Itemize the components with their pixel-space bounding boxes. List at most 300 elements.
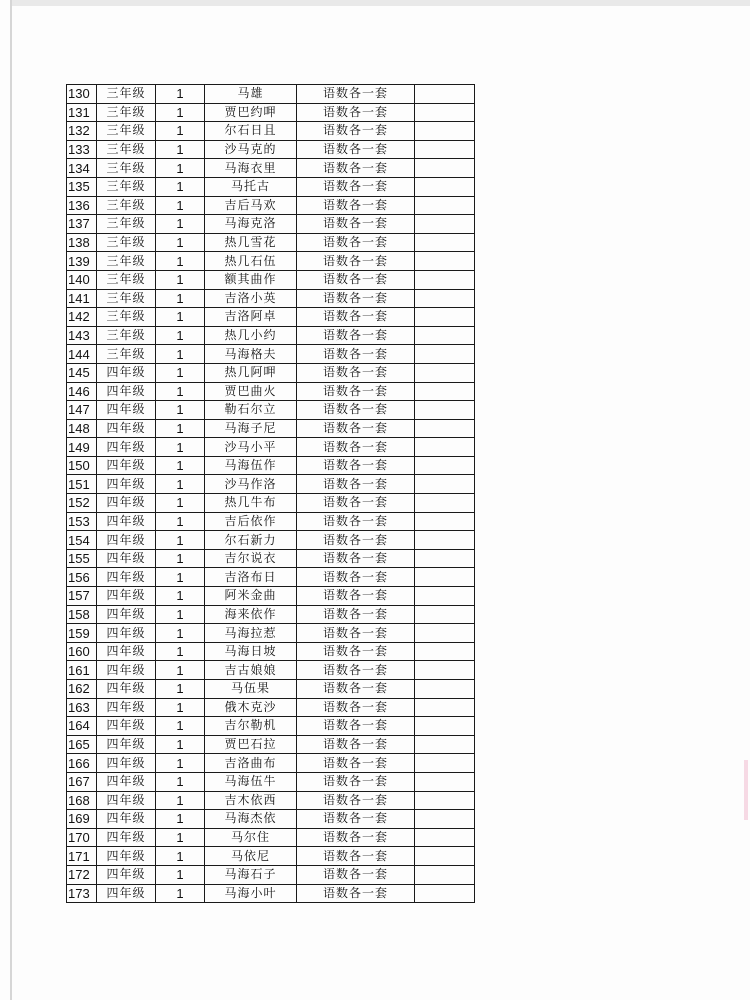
quantity-cell: 1	[156, 698, 205, 717]
item-cell: 语数各一套	[297, 308, 415, 327]
table-row	[67, 810, 475, 829]
table-row	[67, 568, 475, 587]
grade-cell: 三年级	[97, 103, 156, 122]
grade-cell: 三年级	[97, 140, 156, 159]
note-cell	[415, 810, 475, 829]
grade-cell: 四年级	[97, 754, 156, 773]
item-cell: 语数各一套	[297, 438, 415, 457]
quantity-cell: 1	[156, 103, 205, 122]
row-number-cell: 173	[67, 884, 97, 903]
note-cell	[415, 475, 475, 494]
item-cell: 语数各一套	[297, 680, 415, 699]
item-cell: 语数各一套	[297, 401, 415, 420]
row-number-cell: 144	[67, 345, 97, 364]
student-name-cell: 热几雪花	[205, 233, 297, 252]
item-cell: 语数各一套	[297, 345, 415, 364]
row-number-cell: 171	[67, 847, 97, 866]
item-cell: 语数各一套	[297, 549, 415, 568]
quantity-cell: 1	[156, 215, 205, 234]
quantity-cell: 1	[156, 884, 205, 903]
table-row	[67, 103, 475, 122]
quantity-cell: 1	[156, 847, 205, 866]
row-number-cell: 156	[67, 568, 97, 587]
table-row	[67, 772, 475, 791]
student-name-cell: 马海小叶	[205, 884, 297, 903]
student-name-cell: 尔石新力	[205, 531, 297, 550]
student-name-cell: 尔石日且	[205, 122, 297, 141]
row-number-cell: 152	[67, 494, 97, 513]
quantity-cell: 1	[156, 865, 205, 884]
student-name-cell: 吉洛布日	[205, 568, 297, 587]
item-cell: 语数各一套	[297, 140, 415, 159]
quantity-cell: 1	[156, 754, 205, 773]
item-cell: 语数各一套	[297, 159, 415, 178]
student-name-cell: 马海日坡	[205, 642, 297, 661]
student-name-cell: 吉洛小英	[205, 289, 297, 308]
item-cell: 语数各一套	[297, 810, 415, 829]
quantity-cell: 1	[156, 624, 205, 643]
student-name-cell: 马海伍作	[205, 456, 297, 475]
item-cell: 语数各一套	[297, 624, 415, 643]
row-number-cell: 160	[67, 642, 97, 661]
row-number-cell: 147	[67, 401, 97, 420]
row-number-cell: 139	[67, 252, 97, 271]
item-cell: 语数各一套	[297, 475, 415, 494]
table-row	[67, 865, 475, 884]
item-cell: 语数各一套	[297, 587, 415, 606]
item-cell: 语数各一套	[297, 772, 415, 791]
table-row	[67, 419, 475, 438]
table-row	[67, 196, 475, 215]
student-name-cell: 吉后马欢	[205, 196, 297, 215]
item-cell: 语数各一套	[297, 847, 415, 866]
row-number-cell: 166	[67, 754, 97, 773]
student-name-cell: 俄木克沙	[205, 698, 297, 717]
note-cell	[415, 122, 475, 141]
grade-cell: 四年级	[97, 456, 156, 475]
row-number-cell: 169	[67, 810, 97, 829]
grade-cell: 四年级	[97, 810, 156, 829]
grade-cell: 四年级	[97, 475, 156, 494]
note-cell	[415, 159, 475, 178]
note-cell	[415, 103, 475, 122]
row-number-cell: 158	[67, 605, 97, 624]
grade-cell: 三年级	[97, 122, 156, 141]
grade-cell: 四年级	[97, 661, 156, 680]
note-cell	[415, 642, 475, 661]
row-number-cell: 154	[67, 531, 97, 550]
quantity-cell: 1	[156, 531, 205, 550]
grade-cell: 四年级	[97, 531, 156, 550]
quantity-cell: 1	[156, 419, 205, 438]
row-number-cell: 153	[67, 512, 97, 531]
row-number-cell: 148	[67, 419, 97, 438]
table-row	[67, 85, 475, 104]
student-name-cell: 吉尔勒机	[205, 717, 297, 736]
student-name-cell: 马托古	[205, 177, 297, 196]
table-row	[67, 401, 475, 420]
note-cell	[415, 345, 475, 364]
note-cell	[415, 326, 475, 345]
note-cell	[415, 512, 475, 531]
grade-cell: 三年级	[97, 289, 156, 308]
row-number-cell: 134	[67, 159, 97, 178]
note-cell	[415, 531, 475, 550]
grade-cell: 四年级	[97, 735, 156, 754]
note-cell	[415, 884, 475, 903]
table-row	[67, 270, 475, 289]
student-name-cell: 马海克洛	[205, 215, 297, 234]
item-cell: 语数各一套	[297, 512, 415, 531]
grade-cell: 四年级	[97, 717, 156, 736]
quantity-cell: 1	[156, 456, 205, 475]
quantity-cell: 1	[156, 345, 205, 364]
grade-cell: 三年级	[97, 308, 156, 327]
table-row	[67, 661, 475, 680]
table-row	[67, 587, 475, 606]
row-number-cell: 159	[67, 624, 97, 643]
row-number-cell: 151	[67, 475, 97, 494]
table-row	[67, 456, 475, 475]
grade-cell: 四年级	[97, 847, 156, 866]
item-cell: 语数各一套	[297, 754, 415, 773]
note-cell	[415, 456, 475, 475]
table-row	[67, 549, 475, 568]
grade-cell: 四年级	[97, 363, 156, 382]
item-cell: 语数各一套	[297, 456, 415, 475]
item-cell: 语数各一套	[297, 568, 415, 587]
row-number-cell: 167	[67, 772, 97, 791]
quantity-cell: 1	[156, 177, 205, 196]
item-cell: 语数各一套	[297, 103, 415, 122]
table-row	[67, 438, 475, 457]
grade-cell: 四年级	[97, 605, 156, 624]
table-row	[67, 252, 475, 271]
grade-cell: 四年级	[97, 680, 156, 699]
note-cell	[415, 847, 475, 866]
row-number-cell: 136	[67, 196, 97, 215]
grade-cell: 三年级	[97, 215, 156, 234]
note-cell	[415, 661, 475, 680]
item-cell: 语数各一套	[297, 270, 415, 289]
student-name-cell: 勒石尔立	[205, 401, 297, 420]
note-cell	[415, 772, 475, 791]
grade-cell: 三年级	[97, 345, 156, 364]
quantity-cell: 1	[156, 308, 205, 327]
quantity-cell: 1	[156, 85, 205, 104]
item-cell: 语数各一套	[297, 419, 415, 438]
quantity-cell: 1	[156, 512, 205, 531]
item-cell: 语数各一套	[297, 252, 415, 271]
quantity-cell: 1	[156, 605, 205, 624]
quantity-cell: 1	[156, 438, 205, 457]
table-row	[67, 494, 475, 513]
quantity-cell: 1	[156, 401, 205, 420]
student-name-cell: 马尔住	[205, 828, 297, 847]
item-cell: 语数各一套	[297, 698, 415, 717]
table-row	[67, 363, 475, 382]
item-cell: 语数各一套	[297, 661, 415, 680]
item-cell: 语数各一套	[297, 884, 415, 903]
row-number-cell: 163	[67, 698, 97, 717]
student-name-cell: 沙马克的	[205, 140, 297, 159]
student-name-cell: 热几牛布	[205, 494, 297, 513]
note-cell	[415, 363, 475, 382]
quantity-cell: 1	[156, 828, 205, 847]
grade-cell: 四年级	[97, 587, 156, 606]
student-name-cell: 吉古娘娘	[205, 661, 297, 680]
item-cell: 语数各一套	[297, 494, 415, 513]
table-row	[67, 308, 475, 327]
quantity-cell: 1	[156, 717, 205, 736]
note-cell	[415, 865, 475, 884]
student-name-cell: 马依尼	[205, 847, 297, 866]
item-cell: 语数各一套	[297, 85, 415, 104]
note-cell	[415, 289, 475, 308]
note-cell	[415, 85, 475, 104]
student-name-cell: 阿米金曲	[205, 587, 297, 606]
item-cell: 语数各一套	[297, 531, 415, 550]
note-cell	[415, 401, 475, 420]
row-number-cell: 133	[67, 140, 97, 159]
table-row	[67, 791, 475, 810]
note-cell	[415, 140, 475, 159]
grade-cell: 四年级	[97, 512, 156, 531]
row-number-cell: 137	[67, 215, 97, 234]
quantity-cell: 1	[156, 363, 205, 382]
student-name-cell: 吉后依作	[205, 512, 297, 531]
note-cell	[415, 717, 475, 736]
quantity-cell: 1	[156, 680, 205, 699]
student-name-cell: 贾巴曲火	[205, 382, 297, 401]
student-name-cell: 沙马小平	[205, 438, 297, 457]
student-name-cell: 海来依作	[205, 605, 297, 624]
table-row	[67, 717, 475, 736]
scan-edge-left	[10, 0, 12, 1000]
grade-cell: 四年级	[97, 549, 156, 568]
student-name-cell: 马海伍牛	[205, 772, 297, 791]
row-number-cell: 138	[67, 233, 97, 252]
quantity-cell: 1	[156, 549, 205, 568]
quantity-cell: 1	[156, 326, 205, 345]
table-row	[67, 140, 475, 159]
grade-cell: 四年级	[97, 401, 156, 420]
quantity-cell: 1	[156, 735, 205, 754]
grade-cell: 四年级	[97, 791, 156, 810]
grade-cell: 四年级	[97, 494, 156, 513]
grade-cell: 三年级	[97, 196, 156, 215]
note-cell	[415, 828, 475, 847]
quantity-cell: 1	[156, 270, 205, 289]
note-cell	[415, 698, 475, 717]
row-number-cell: 131	[67, 103, 97, 122]
row-number-cell: 141	[67, 289, 97, 308]
row-number-cell: 161	[67, 661, 97, 680]
item-cell: 语数各一套	[297, 122, 415, 141]
table-row	[67, 735, 475, 754]
student-name-cell: 吉木依西	[205, 791, 297, 810]
table-row	[67, 531, 475, 550]
grade-cell: 三年级	[97, 177, 156, 196]
grade-cell: 三年级	[97, 326, 156, 345]
table-row	[67, 382, 475, 401]
student-name-cell: 吉洛曲布	[205, 754, 297, 773]
scan-mark	[744, 760, 748, 820]
note-cell	[415, 177, 475, 196]
row-number-cell: 135	[67, 177, 97, 196]
item-cell: 语数各一套	[297, 717, 415, 736]
grade-cell: 四年级	[97, 828, 156, 847]
row-number-cell: 168	[67, 791, 97, 810]
quantity-cell: 1	[156, 233, 205, 252]
row-number-cell: 164	[67, 717, 97, 736]
grade-cell: 四年级	[97, 382, 156, 401]
note-cell	[415, 215, 475, 234]
note-cell	[415, 419, 475, 438]
quantity-cell: 1	[156, 494, 205, 513]
grade-cell: 三年级	[97, 159, 156, 178]
quantity-cell: 1	[156, 568, 205, 587]
scan-edge-top	[12, 0, 750, 6]
item-cell: 语数各一套	[297, 642, 415, 661]
student-name-cell: 吉洛阿卓	[205, 308, 297, 327]
item-cell: 语数各一套	[297, 605, 415, 624]
item-cell: 语数各一套	[297, 363, 415, 382]
quantity-cell: 1	[156, 252, 205, 271]
student-name-cell: 马海子尼	[205, 419, 297, 438]
note-cell	[415, 735, 475, 754]
note-cell	[415, 605, 475, 624]
note-cell	[415, 308, 475, 327]
row-number-cell: 145	[67, 363, 97, 382]
student-name-cell: 热几小约	[205, 326, 297, 345]
note-cell	[415, 587, 475, 606]
item-cell: 语数各一套	[297, 196, 415, 215]
item-cell: 语数各一套	[297, 326, 415, 345]
grade-cell: 四年级	[97, 438, 156, 457]
row-number-cell: 140	[67, 270, 97, 289]
table-row	[67, 754, 475, 773]
student-name-cell: 马海衣里	[205, 159, 297, 178]
row-number-cell: 132	[67, 122, 97, 141]
student-name-cell: 贾巴约呷	[205, 103, 297, 122]
grade-cell: 三年级	[97, 252, 156, 271]
item-cell: 语数各一套	[297, 289, 415, 308]
table-row	[67, 642, 475, 661]
note-cell	[415, 270, 475, 289]
student-name-cell: 沙马作洛	[205, 475, 297, 494]
student-name-cell: 马伍果	[205, 680, 297, 699]
item-cell: 语数各一套	[297, 791, 415, 810]
note-cell	[415, 382, 475, 401]
table-row	[67, 122, 475, 141]
item-cell: 语数各一套	[297, 828, 415, 847]
note-cell	[415, 252, 475, 271]
grade-cell: 四年级	[97, 568, 156, 587]
item-cell: 语数各一套	[297, 233, 415, 252]
student-name-cell: 马海石子	[205, 865, 297, 884]
row-number-cell: 150	[67, 456, 97, 475]
quantity-cell: 1	[156, 810, 205, 829]
note-cell	[415, 196, 475, 215]
note-cell	[415, 233, 475, 252]
note-cell	[415, 754, 475, 773]
table-row	[67, 326, 475, 345]
table-row	[67, 177, 475, 196]
row-number-cell: 149	[67, 438, 97, 457]
table-row	[67, 475, 475, 494]
table-row	[67, 345, 475, 364]
note-cell	[415, 568, 475, 587]
quantity-cell: 1	[156, 289, 205, 308]
student-name-cell: 吉尔说衣	[205, 549, 297, 568]
quantity-cell: 1	[156, 475, 205, 494]
row-number-cell: 170	[67, 828, 97, 847]
quantity-cell: 1	[156, 587, 205, 606]
item-cell: 语数各一套	[297, 382, 415, 401]
item-cell: 语数各一套	[297, 865, 415, 884]
row-number-cell: 143	[67, 326, 97, 345]
quantity-cell: 1	[156, 661, 205, 680]
quantity-cell: 1	[156, 122, 205, 141]
grade-cell: 四年级	[97, 642, 156, 661]
table-row	[67, 512, 475, 531]
table-row	[67, 698, 475, 717]
student-name-cell: 马雄	[205, 85, 297, 104]
quantity-cell: 1	[156, 196, 205, 215]
grade-cell: 四年级	[97, 419, 156, 438]
row-number-cell: 162	[67, 680, 97, 699]
quantity-cell: 1	[156, 772, 205, 791]
row-number-cell: 146	[67, 382, 97, 401]
table-row	[67, 624, 475, 643]
quantity-cell: 1	[156, 791, 205, 810]
student-name-cell: 额其曲作	[205, 270, 297, 289]
table-row	[67, 884, 475, 903]
table-row	[67, 828, 475, 847]
table-row	[67, 215, 475, 234]
grade-cell: 三年级	[97, 233, 156, 252]
grade-cell: 三年级	[97, 270, 156, 289]
table-row	[67, 847, 475, 866]
grade-cell: 四年级	[97, 865, 156, 884]
row-number-cell: 130	[67, 85, 97, 104]
note-cell	[415, 791, 475, 810]
student-name-cell: 热几阿呷	[205, 363, 297, 382]
grade-cell: 三年级	[97, 85, 156, 104]
student-name-cell: 马海拉惹	[205, 624, 297, 643]
note-cell	[415, 549, 475, 568]
grade-cell: 四年级	[97, 698, 156, 717]
distribution-table	[66, 84, 475, 903]
table-row	[67, 680, 475, 699]
row-number-cell: 155	[67, 549, 97, 568]
item-cell: 语数各一套	[297, 735, 415, 754]
table-body	[67, 85, 475, 903]
note-cell	[415, 494, 475, 513]
grade-cell: 四年级	[97, 884, 156, 903]
quantity-cell: 1	[156, 642, 205, 661]
student-name-cell: 马海杰依	[205, 810, 297, 829]
row-number-cell: 172	[67, 865, 97, 884]
row-number-cell: 157	[67, 587, 97, 606]
note-cell	[415, 624, 475, 643]
quantity-cell: 1	[156, 382, 205, 401]
note-cell	[415, 438, 475, 457]
table-row	[67, 289, 475, 308]
table-row	[67, 605, 475, 624]
quantity-cell: 1	[156, 140, 205, 159]
